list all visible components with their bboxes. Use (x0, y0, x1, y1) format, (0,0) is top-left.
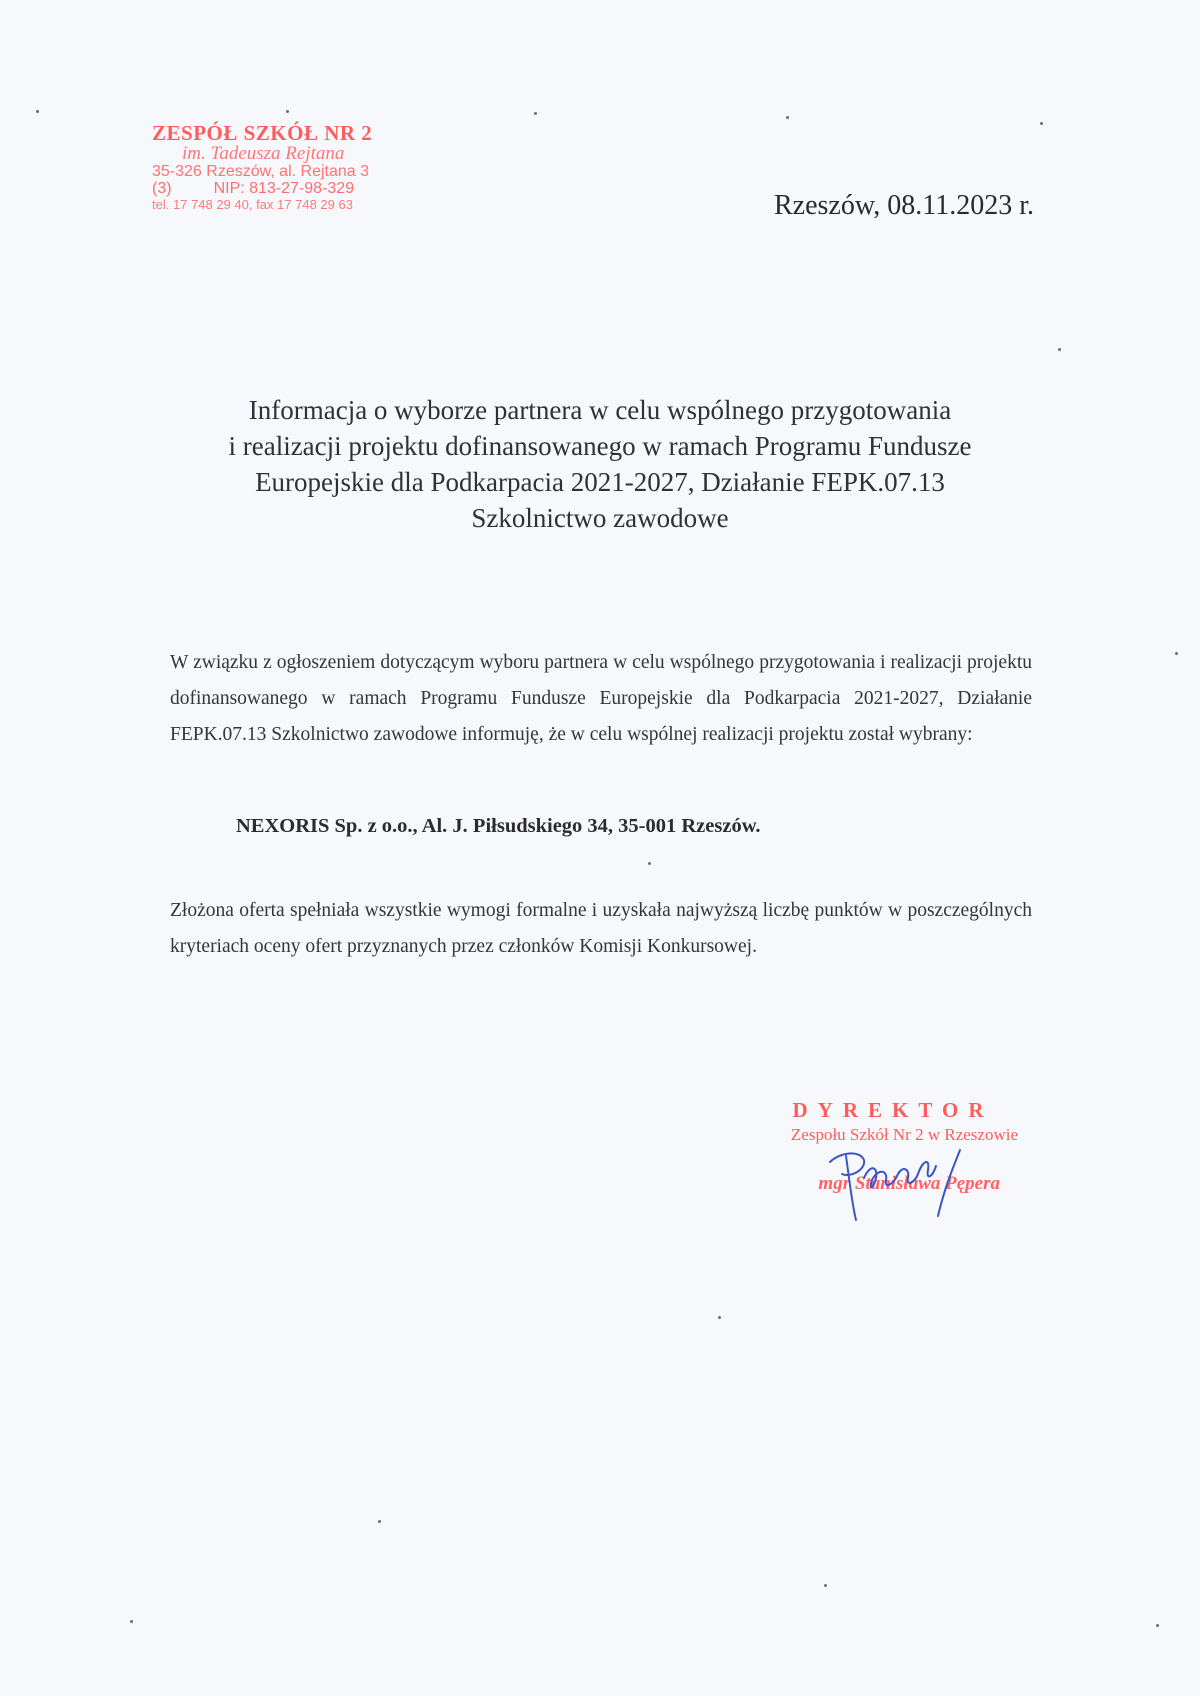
school-stamp-address: 35-326 Rzeszów, al. Rejtana 3 (152, 162, 370, 180)
school-stamp-id-row (152, 181, 422, 198)
school-stamp (152, 122, 422, 211)
school-stamp-patron: im. Tadeusza Rejtana (182, 143, 345, 165)
scan-speck (648, 862, 651, 865)
handwritten-signature (820, 1144, 970, 1224)
scan-speck (1156, 1624, 1159, 1627)
school-stamp-nip: NIP: 813-27-98-329 (213, 179, 355, 197)
scan-speck (824, 1584, 827, 1587)
scan-speck (378, 1520, 381, 1523)
document-date: Rzeszów, 08.11.2023 r. (774, 190, 1034, 221)
title-line: Informacja o wyborze partnera w celu wspólnego przygotowania (248, 395, 952, 425)
school-stamp-name: ZESPÓŁ SZKÓŁ NR 2 (152, 121, 373, 145)
scan-speck (1040, 122, 1043, 125)
director-stamp-name: mgr Stanisława Pępera (818, 1173, 1000, 1194)
director-stamp-title: DYREKTOR (792, 1098, 994, 1122)
scan-speck (130, 1620, 133, 1623)
school-stamp-code: (3) (152, 179, 172, 197)
scan-speck (786, 116, 789, 119)
scan-speck (718, 1316, 721, 1319)
scan-speck (1058, 348, 1061, 351)
director-stamp-organization: Zespołu Szkół Nr 2 w Rzeszowie (790, 1125, 1018, 1144)
scan-speck (286, 110, 289, 113)
document-title (160, 392, 1040, 536)
title-line: Szkolnictwo zawodowe (471, 503, 729, 533)
selected-partner: NEXORIS Sp. z o.o., Al. J. Piłsudskiego 34, 35-001 Rzeszów. (236, 815, 761, 837)
scan-speck (1175, 652, 1178, 655)
scan-speck (36, 110, 39, 113)
announcement-paragraph: W związku z ogłoszeniem dotyczącym wyboru partnera w celu wspólnego przygotowania i realizacji projektu dofinansowanego w ramach Programu Fundusze Europejskie dla Podkarpacia 2021-2027, Działanie FEPK.07.13 Szkolnictwo zawodowe informuję, że w celu wspólnej realizacji projektu został wybrany: (170, 652, 1032, 745)
scan-speck (534, 112, 537, 115)
title-line: i realizacji projektu dofinansowanego w ramach Programu Fundusze (228, 431, 972, 461)
evaluation-paragraph: Złożona oferta spełniała wszystkie wymogi formalne i uzyskała najwyższą liczbę punktów w poszczególnych kryteriach oceny ofert przyznanych przez członków Komisji Konkursowej. (170, 900, 1032, 957)
title-line: Europejskie dla Podkarpacia 2021-2027, Działanie FEPK.07.13 (255, 467, 945, 497)
school-stamp-contact: tel. 17 748 29 40, fax 17 748 29 63 (152, 196, 353, 212)
